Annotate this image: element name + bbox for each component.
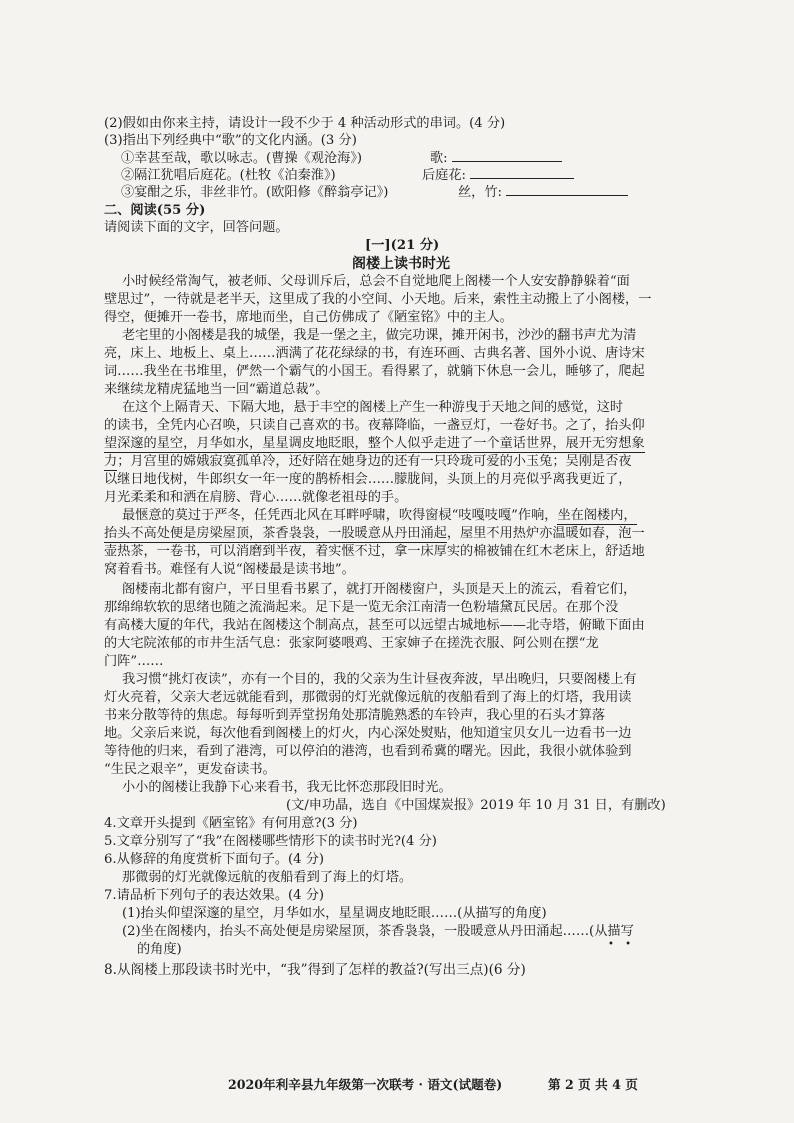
part-label: [一](21 分) [365,238,440,253]
question-6-sentence: 那微弱的灯光就像远航的夜船看到了海上的灯塔。 [122,870,413,885]
p4-line-1 [122,508,637,524]
item-1-blank[interactable] [452,160,562,162]
p5-line-3: 有高楼大厦的年代，我站在阁楼这个制高点，甚至可以远望古城地标——北寺塔，俯瞰下面由 [104,618,645,633]
p5-line-2: 那绵绵软软的思绪也随之流淌起来。足下是一览无余江南清一色粉墙黛瓦民居。在那个没 [104,600,619,615]
emphasis-dots: • • [608,939,635,950]
reading-instruction: 请阅读下面的文字，回答问题。 [104,220,289,235]
item-2-text: ②隔江犹唱后庭花。(杜牧《泊秦淮》) [121,168,336,183]
p5-line-4: 的大宅院浓郁的市井生活气息：张家阿婆喂鸡、王家婶子在搓洗衣服、阿公则在摆“龙 [104,636,599,651]
p7-line-1: 小小的阁楼让我静下心来看书，我无比怀恋那段旧时光。 [122,780,452,795]
question-3-item-2 [121,168,336,184]
underlined-sentence-1-end: 力 [104,454,118,469]
p3-line-2-tail: 之了，抬头仰 [565,418,645,433]
item-2-answer[interactable] [422,168,574,184]
p3-line-4 [104,454,632,470]
item-3-blank[interactable] [506,194,628,196]
question-3: (3)指出下列经典中“歌”的文化内涵。(3 分) [104,133,357,148]
item-2-label: 后庭花: [422,168,467,183]
p4-line-2 [104,526,645,542]
p5-line-1: 阁楼南北都有窗户，平日里看书累了，就打开阁楼窗户，头顶是天上的流云，看着它们， [122,582,637,597]
p1-line-3: 得空，便摊开一卷书，席地而坐，自己仿佛成了《陋室铭》中的主人。 [104,310,513,325]
underlined-sentence-2: 抬头不高处便是房梁屋顶，茶香袅袅，一股暖意从丹田涌起 [104,526,447,541]
question-7-2: (2)坐在阁楼内，抬头不高处便是房梁屋顶，茶香袅袅，一股暖意从丹田涌起……(从描写 [122,924,634,939]
question-2: (2)假如由你来主持，请设计一段不少于 4 种活动形式的串词。(4 分) [104,116,506,131]
p3-line-2 [104,418,645,434]
p5-line-5: 门阵”…… [104,654,164,669]
item-3-text: ③宴酣之乐，非丝非竹。(欧阳修《醉翁亭记》) [121,185,389,200]
item-1-text: ①幸甚至哉，歌以咏志。(曹操《观沧海》) [121,151,363,166]
p2-line-4: 来继续龙精虎猛地当一回“霸道总裁”。 [104,382,329,397]
reading-heading: 二、阅读(55 分) [104,203,206,218]
item-3-label: 丝，竹: [458,185,503,200]
question-5: 5.文章分别写了“我”在阁楼哪些情形下的读书时光?(4 分) [104,834,437,849]
p4-line-3: 壶热茶，一卷书，可以消磨到半夜，着实惬不过，拿一床厚实的棉被铺在红木老床上，舒适地 [104,544,645,559]
item-1-label: 歌: [430,151,448,166]
question-7: 7.请品析下列句子的表达效果。(4 分) [104,888,325,903]
footer-page-number: 第 2 页 共 4 页 [548,1077,638,1092]
p3-line-1: 在这个上隔青天、下隔大地，悬于丰空的阁楼上产生一种游曳于天地之间的感觉，这时 [122,400,624,415]
item-1-answer[interactable] [430,151,562,167]
question-6: 6.从修辞的角度赏析下面句子。(4 分) [104,852,325,867]
p6-line-2: 灯火亮着，父亲大老远就能看到，那微弱的灯光就像远航的夜船看到了海上的灯塔，我用读 [104,690,632,705]
p2-line-3: 词……我坐在书堆里，俨然一个霸气的小国王。看得累了，就躺下休息一会儿，睡够了，爬起 [104,364,645,379]
article-source: (文/申功晶，选自《中国煤炭报》2019 年 10 月 31 日，有删改) [286,798,666,813]
question-7-2-cont: 的角度) [137,942,182,957]
p4-line-1-text: 最惬意的莫过于严冬，任凭西北风在耳畔呼啸，吹得窗棂“吱嘎吱嘎”作响， [122,508,558,523]
p6-line-4: 地。父亲后来说，每次他看到阁楼上的灯火，内心深处熨贴，他知道宝贝女儿一边看书一边 [104,726,632,741]
question-3-item-1 [121,151,362,167]
underlined-sentence-2-start: 坐在阁楼内， [557,508,637,523]
p6-line-5: 等待他的归来，看到了港湾，可以停泊的港湾，也看到希冀的曙光。因此，我很小就体验到 [104,744,632,759]
p2-line-2: 亮，床上、地板上、桌上……洒满了花花绿绿的书，有连环画、古典名著、国外小说、唐诗宋 [104,346,645,361]
p4-line-2-text: ，屋里不用热炉亦温暖如春，泡一 [446,526,645,541]
p3-line-6: 月光柔柔和和洒在肩膀、背心……就像老祖母的手。 [104,490,408,505]
question-7-1: (1)抬头仰望深邃的星空，月华如水，星星调皮地眨眼……(从描写的角度) [122,906,547,921]
p6-line-3: 书来分散等待的焦虑。每每听到弄堂拐角处那清脆熟悉的车铃声，我心里的石头才算落 [104,708,606,723]
footer-exam-title: 2020年利辛县九年级第一次联考 · 语文(试题卷) [228,1077,503,1092]
article-title: 阁楼上读书时光 [352,256,450,272]
p2-line-1: 老宅里的小阁楼是我的城堡，我是一堡之主，做完功课，摊开闲书，沙沙的翻书声尤为清 [122,328,637,343]
item-2-blank[interactable] [470,177,574,179]
p1-line-2: 壁思过”，一待就是老半天，这里成了我的小空间、小天地。后来，索性主动搬上了小阁楼，一 [104,292,652,307]
question-4: 4.文章开头提到《陋室铭》有何用意?(3 分) [104,816,358,831]
p1-line-1: 小时候经常淘气，被老师、父母训斥后，总会不自觉地爬上阁楼一个人安安静静躲着“面 [122,274,630,289]
p4-line-4: 窝着看书。难怪有人说“阁楼最是读书地”。 [104,562,355,577]
item-3-answer[interactable] [458,185,628,201]
p6-line-6: “生民之艰辛”，更发奋读书。 [104,762,276,777]
p6-line-1: 我习惯“挑灯夜读”，亦有一个目的，我的父亲为生计昼夜奔波，早出晚归，只要阁楼上有 [122,672,637,687]
underlined-sentence-1: 望深邃的星空，月华如水，星星调皮地眨眼，整个人似乎走进了一个童话世界，展开无穷想象 [104,436,645,451]
question-3-item-3 [121,185,388,201]
p3-line-4-text: ；月宫里的嫦娥寂寞孤单冷，还好陪在她身边的还有一只玲珑可爱的小玉兔；吴刚是否夜 [117,454,632,469]
question-8: 8.从阁楼上那段读书时光中，“我”得到了怎样的教益?(写出三点)(6 分) [104,962,526,978]
p3-line-5: 以继日地伐树，牛郎织女一年一度的鹊桥相会……朦胧间，头顶上的月亮似乎离我更近了， [104,472,632,487]
p3-line-2-text: 的读书，全凭内心召唤，只读自己喜欢的书。夜幕降临，一盏豆灯，一卷好书。 [104,418,566,433]
p3-line-3 [104,436,645,452]
